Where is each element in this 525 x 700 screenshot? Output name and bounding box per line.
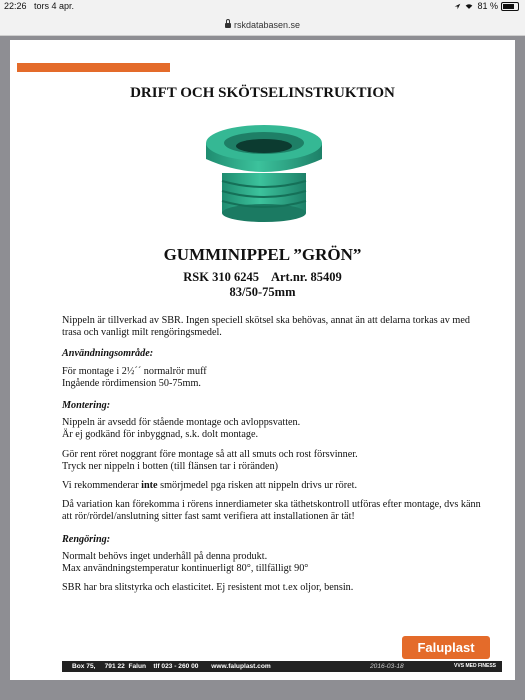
document-heading: DRIFT OCH SKÖTSELINSTRUKTION — [130, 85, 395, 101]
rubber-nipple-image — [202, 115, 326, 227]
mounting-line: Tryck ner nippeln i botten (till flänsen tar i röränden) — [62, 460, 279, 472]
article-number: Art.nr. 85409 — [270, 270, 342, 284]
rsk-number: RSK 310 6245 — [183, 270, 259, 284]
product-name: GUMMINIPPEL ”GRÖN” — [163, 245, 362, 264]
footer-address: Box 75, 791 22 Falun tlf 023 - 260 00 www.faluplast.com — [72, 662, 271, 670]
instruction-body — [62, 315, 482, 601]
header-accent-bar — [17, 63, 170, 72]
date: tors 4 apr. — [34, 1, 75, 11]
mounting-line: Nippeln är avsedd för stående montage och avloppsvatten. — [62, 417, 301, 429]
lubricant-text: Vi rekommenderar — [62, 480, 142, 492]
intro-paragraph: Nippeln är tillverkad av SBR. Ingen speciell skötsel ska behövas, annat än att delarna torkas av med trasa och vanligt milt rengöringsmedel. — [62, 315, 470, 339]
ios-status-bar — [0, 0, 525, 14]
battery-percent: 81 % — [477, 1, 498, 11]
document-page — [10, 40, 515, 680]
battery-icon — [501, 2, 519, 11]
faluplast-logo: Faluplast — [402, 636, 490, 659]
cleaning-heading: Rengöring: — [62, 533, 111, 545]
footer-date: 2016-03-18 — [370, 662, 404, 670]
mounting-heading: Montering: — [62, 400, 111, 412]
product-codes — [10, 270, 515, 285]
location-icon — [454, 3, 461, 10]
wifi-icon — [464, 2, 474, 10]
clock: 22:26 — [4, 1, 27, 11]
lubricant-paragraph — [62, 480, 482, 492]
cleaning-line: Max användningstemperatur kontinuerligt 80°, tillfälligt 90° — [62, 563, 309, 575]
material-paragraph: SBR har bra slitstyrka och elasticitet. Ej resistent mot t.ex oljor, bensin. — [62, 582, 354, 594]
mounting-paragraph — [62, 449, 482, 473]
address-bar[interactable] — [0, 14, 525, 36]
lubricant-emphasis: inte — [141, 480, 158, 492]
cleaning-paragraph — [62, 551, 482, 575]
usage-heading: Användningsområde: — [62, 348, 154, 360]
tightness-paragraph: Då variation kan förekomma i rörens innerdiameter ska täthetskontroll utföras efter montage, dvs känn att rör/rördel/anslutning sitter fast samt verifiera att installationen är tät! — [62, 499, 481, 523]
mounting-line: Är ej godkänd för inbyggnad, s.k. dolt montage. — [62, 429, 259, 441]
footer-bar — [62, 661, 502, 672]
mounting-paragraph — [62, 417, 482, 441]
cleaning-line: Normalt behövs inget underhåll på denna produkt. — [62, 550, 268, 562]
url-text[interactable]: rskdatabasen.se — [233, 19, 301, 30]
product-dimension: 83/50-75mm — [229, 285, 296, 299]
lock-icon — [225, 23, 231, 28]
mounting-line: Gör rent röret noggrant före montage så att all smuts och rost försvinner. — [62, 448, 358, 460]
usage-line: Ingående rördimension 50-75mm. — [62, 377, 201, 389]
status-icons — [454, 1, 519, 11]
usage-line: För montage i 2½´´ normalrör muff — [62, 365, 207, 377]
lubricant-text: smörjmedel pga risken att nippeln drivs ur röret. — [157, 480, 358, 492]
footer-tagline: VVS MED FINESS — [454, 663, 496, 669]
usage-paragraph — [62, 366, 482, 390]
